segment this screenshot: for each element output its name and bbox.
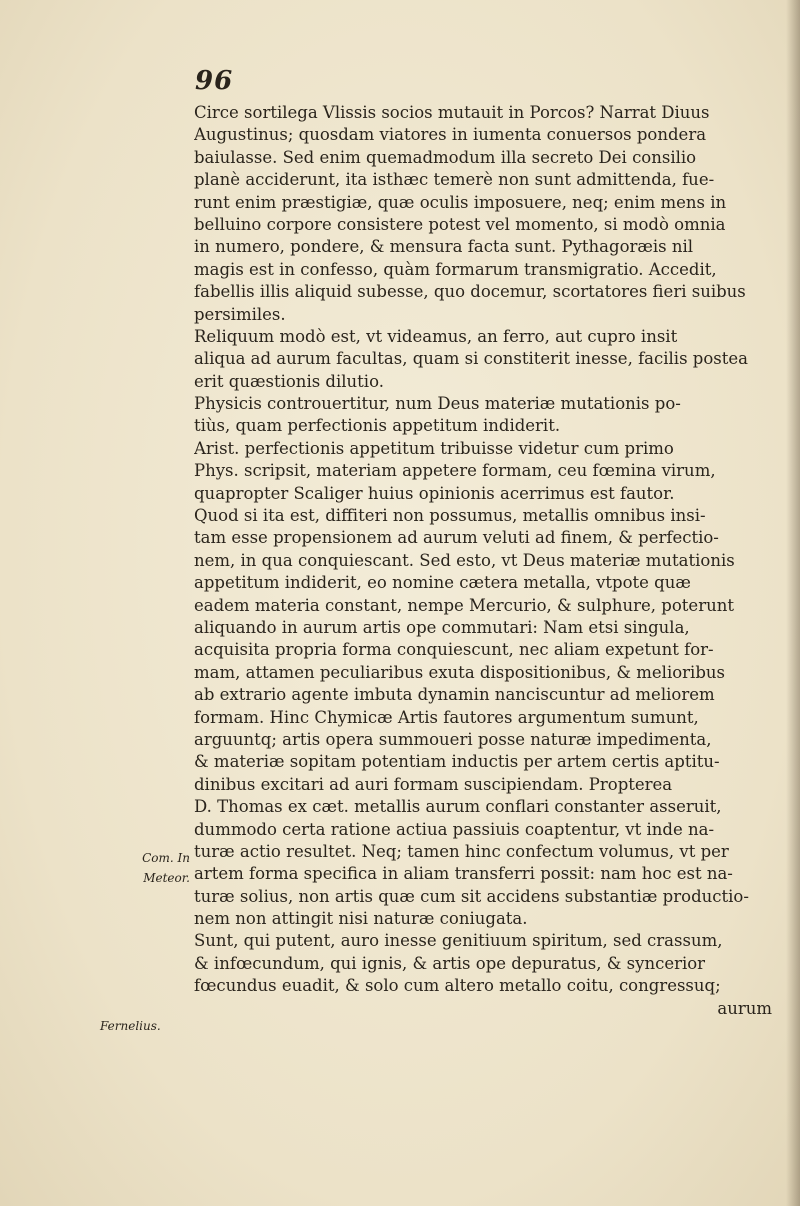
- margin-note-line: Meteor.: [143, 871, 190, 885]
- text-line: turæ solius, non artis quæ cum sit accidens substantiæ productio-: [194, 886, 749, 906]
- text-line: nem, in qua conquiescant. Sed esto, vt Deus materiæ mutationis: [194, 550, 735, 570]
- text-line: Arist. perfectionis appetitum tribuisse videtur cum primo: [194, 438, 674, 458]
- text-line: D. Thomas ex cæt. metallis aurum conflari constanter asseruit,: [194, 797, 722, 817]
- text-line: dummodo certa ratione actiua passiuis coaptentur, vt inde na-: [194, 819, 715, 839]
- text-line: ab extrario agente imbuta dynamin nanciscuntur ad meliorem: [194, 685, 715, 705]
- text-line: quapropter Scaliger huius opinionis acerrimus est fautor.: [194, 483, 675, 503]
- text-line: erit quæstionis dilutio.: [194, 371, 384, 391]
- text-line: Quod si ita est, diffiteri non possumus, metallis omnibus insi-: [194, 506, 706, 526]
- margin-note-fernelius: Fernelius.: [100, 1019, 161, 1033]
- text-line: eadem materia constant, nempe Mercurio, & sulphure, poterunt: [194, 595, 734, 615]
- text-line: dinibus excitari ad auri formam suscipiendam. Propterea: [194, 774, 673, 794]
- text-line: in numero, pondere, & mensura facta sunt. Pythagoræis nil: [194, 237, 694, 257]
- text-line: aliquando in aurum artis ope commutari: Nam etsi singula,: [194, 617, 690, 637]
- text-line: Circe sortilega Vlissis socios mutauit in Porcos? Narrat Diuus: [194, 103, 710, 122]
- text-line: Sunt, qui putent, auro inesse genitiuum spiritum, sed crassum,: [194, 931, 723, 951]
- text-line: Augustinus; quosdam viatores in iumenta conuersos pondera: [194, 125, 707, 145]
- text-line: turæ actio resultet. Neq; tamen hinc confectum volumus, vt per: [194, 841, 729, 861]
- page-edge-shadow: [786, 0, 800, 1206]
- text-line: formam. Hinc Chymicæ Artis fautores argumentum sumunt,: [194, 707, 699, 727]
- text-line: magis est in confesso, quàm formarum transmigratio. Accedit,: [194, 259, 717, 279]
- text-line: acquisita propria forma conquiescunt, nec aliam expetunt for-: [194, 640, 714, 660]
- text-line: persimiles.: [194, 304, 286, 324]
- text-line: aurum: [717, 998, 772, 1018]
- text-line: arguuntq; artis opera summoueri posse naturæ impedimenta,: [194, 729, 712, 749]
- text-line: planè acciderunt, ita isthæc temerè non sunt admittenda, fue-: [194, 170, 715, 190]
- text-line: tam esse propensionem ad aurum veluti ad finem, & perfectio-: [194, 528, 719, 548]
- text-line: appetitum indiderit, eo nomine cætera metalla, vtpote quæ: [194, 573, 691, 593]
- text-line: belluino corpore consistere potest vel momento, si modò omnia: [194, 214, 726, 234]
- text-line: & materiæ sopitam potentiam inductis per artem certis aptitu-: [194, 752, 720, 772]
- text-line: Phys. scripsit, materiam appetere formam, ceu fœmina virum,: [194, 461, 716, 481]
- margin-note-com-in-meteor: [100, 848, 190, 888]
- text-line: & infœcundum, qui ignis, & artis ope depuratus, & syncerior: [194, 953, 706, 973]
- margin-note-line: Com. In: [142, 851, 190, 865]
- text-line: fœcundus euadit, & solo cum altero metallo coitu, congressuq;: [194, 976, 721, 996]
- text-line: runt enim præstigiæ, quæ oculis imposuere, neq; enim mens in: [194, 192, 727, 212]
- text-line: aliqua ad aurum facultas, quam si constiterit inesse, facilis postea: [194, 349, 748, 369]
- text-line: artem forma specifica in aliam transferri possit: nam hoc est na-: [194, 864, 733, 884]
- text-line: fabellis illis aliquid subesse, quo docemur, scortatores fieri suibus: [194, 282, 746, 302]
- text-line: nem non attingit nisi naturæ coniugata.: [194, 909, 528, 929]
- body-text: [194, 102, 772, 1020]
- text-line: baiulasse. Sed enim quemadmodum illa secreto Dei consilio: [194, 147, 697, 167]
- text-line: mam, attamen peculiaribus exuta dispositionibus, & melioribus: [194, 662, 725, 682]
- text-line: Physicis controuertitur, num Deus materiæ mutationis po-: [194, 394, 681, 414]
- text-line: tiùs, quam perfectionis appetitum indiderit.: [194, 416, 561, 436]
- text-line: Reliquum modò est, vt videamus, an ferro, aut cupro insit: [194, 326, 678, 346]
- page-number: 96: [195, 66, 234, 96]
